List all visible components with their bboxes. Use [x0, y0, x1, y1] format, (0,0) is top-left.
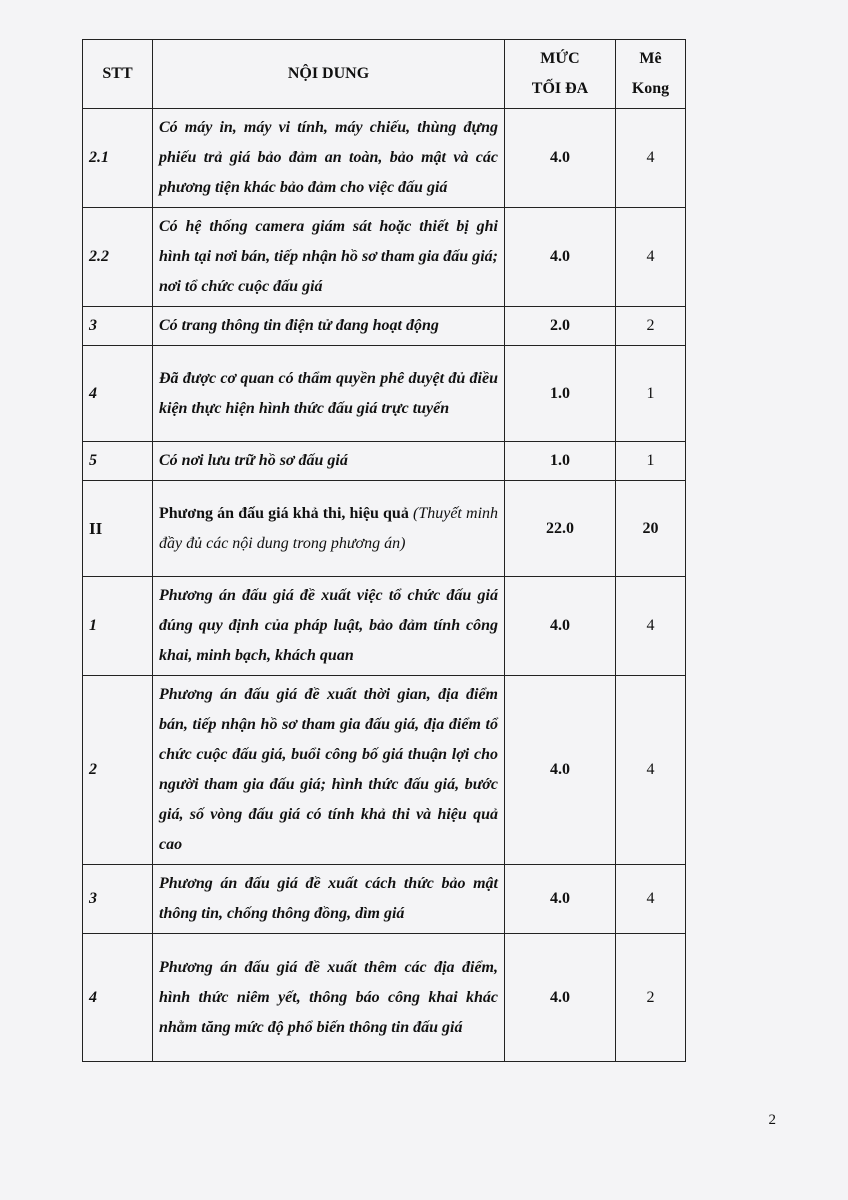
row-content: Phương án đấu giá đề xuất cách thức bảo mật thông tin, chống thông đồng, dìm giá: [153, 865, 505, 934]
row-score: 4: [616, 865, 686, 934]
table-row: [83, 676, 686, 865]
row-content: [153, 481, 505, 577]
table-row: [83, 307, 686, 346]
row-stt: 4: [83, 934, 153, 1062]
header-max-score: [505, 40, 616, 109]
table-row: [83, 577, 686, 676]
row-stt: 2.2: [83, 208, 153, 307]
row-max: 4.0: [505, 865, 616, 934]
table-row: [83, 346, 686, 442]
row-max: 4.0: [505, 676, 616, 865]
header-score-line1: Mê: [639, 50, 662, 67]
row-max: 4.0: [505, 934, 616, 1062]
section-title: Phương án đấu giá khả thi, hiệu quả: [159, 504, 409, 522]
row-score: 4: [616, 676, 686, 865]
row-score: 4: [616, 208, 686, 307]
row-content: Có trang thông tin điện tử đang hoạt động: [153, 307, 505, 346]
row-score: 1: [616, 346, 686, 442]
table-row-section: [83, 481, 686, 577]
header-score-line2: Kong: [631, 80, 670, 97]
row-content: Có máy in, máy vi tính, máy chiếu, thùng đựng phiếu trả giá bảo đảm an toàn, bảo mật và các phương tiện khác bảo đảm cho việc đấu giá: [153, 109, 505, 208]
row-score: 4: [616, 109, 686, 208]
page-number: 2: [768, 1112, 776, 1128]
table-header-row: [83, 40, 686, 109]
row-stt: 5: [83, 442, 153, 481]
row-stt: 3: [83, 307, 153, 346]
row-score: 4: [616, 577, 686, 676]
header-max-line2: TỐI ĐA: [531, 80, 589, 97]
row-max: 1.0: [505, 442, 616, 481]
table-row: [83, 109, 686, 208]
row-score: 1: [616, 442, 686, 481]
row-max: 4.0: [505, 577, 616, 676]
row-content: Có hệ thống camera giám sát hoặc thiết bị ghi hình tại nơi bán, tiếp nhận hồ sơ tham gia đấu giá; nơi tổ chức cuộc đấu giá: [153, 208, 505, 307]
row-content: Phương án đấu giá đề xuất thời gian, địa điểm bán, tiếp nhận hồ sơ tham gia đấu giá, địa điểm tổ chức cuộc đấu giá, buổi công bố giá thuận lợi cho người tham gia đấu giá; hình thức đấu giá, bước giá, số vòng đấu giá có tính khả thi và hiệu quả cao: [153, 676, 505, 865]
row-stt: 2.1: [83, 109, 153, 208]
row-max: 4.0: [505, 109, 616, 208]
table-row: [83, 865, 686, 934]
row-content: Phương án đấu giá đề xuất việc tổ chức đấu giá đúng quy định của pháp luật, bảo đảm tính công khai, minh bạch, khách quan: [153, 577, 505, 676]
row-max: 1.0: [505, 346, 616, 442]
header-max-line1: MỨC: [540, 50, 580, 67]
row-content: Đã được cơ quan có thẩm quyền phê duyệt đủ điều kiện thực hiện hình thức đấu giá trực tuyến: [153, 346, 505, 442]
header-score: [616, 40, 686, 109]
header-stt: STT: [83, 40, 153, 109]
table-row: [83, 934, 686, 1062]
row-stt: 4: [83, 346, 153, 442]
row-stt: II: [83, 481, 153, 577]
row-stt: 1: [83, 577, 153, 676]
row-content: Phương án đấu giá đề xuất thêm các địa điểm, hình thức niêm yết, thông báo công khai khác nhằm tăng mức độ phổ biến thông tin đấu giá: [153, 934, 505, 1062]
row-score: 2: [616, 307, 686, 346]
row-stt: 3: [83, 865, 153, 934]
row-max: 4.0: [505, 208, 616, 307]
row-content: Có nơi lưu trữ hồ sơ đấu giá: [153, 442, 505, 481]
row-score: 20: [616, 481, 686, 577]
row-max: 22.0: [505, 481, 616, 577]
row-stt: 2: [83, 676, 153, 865]
header-content: NỘI DUNG: [153, 40, 505, 109]
row-max: 2.0: [505, 307, 616, 346]
scoring-table: [82, 39, 686, 1062]
table-row: [83, 442, 686, 481]
section-note: (Thuyết minh đầy đủ các nội dung trong phương án): [159, 504, 499, 552]
row-score: 2: [616, 934, 686, 1062]
table-row: [83, 208, 686, 307]
